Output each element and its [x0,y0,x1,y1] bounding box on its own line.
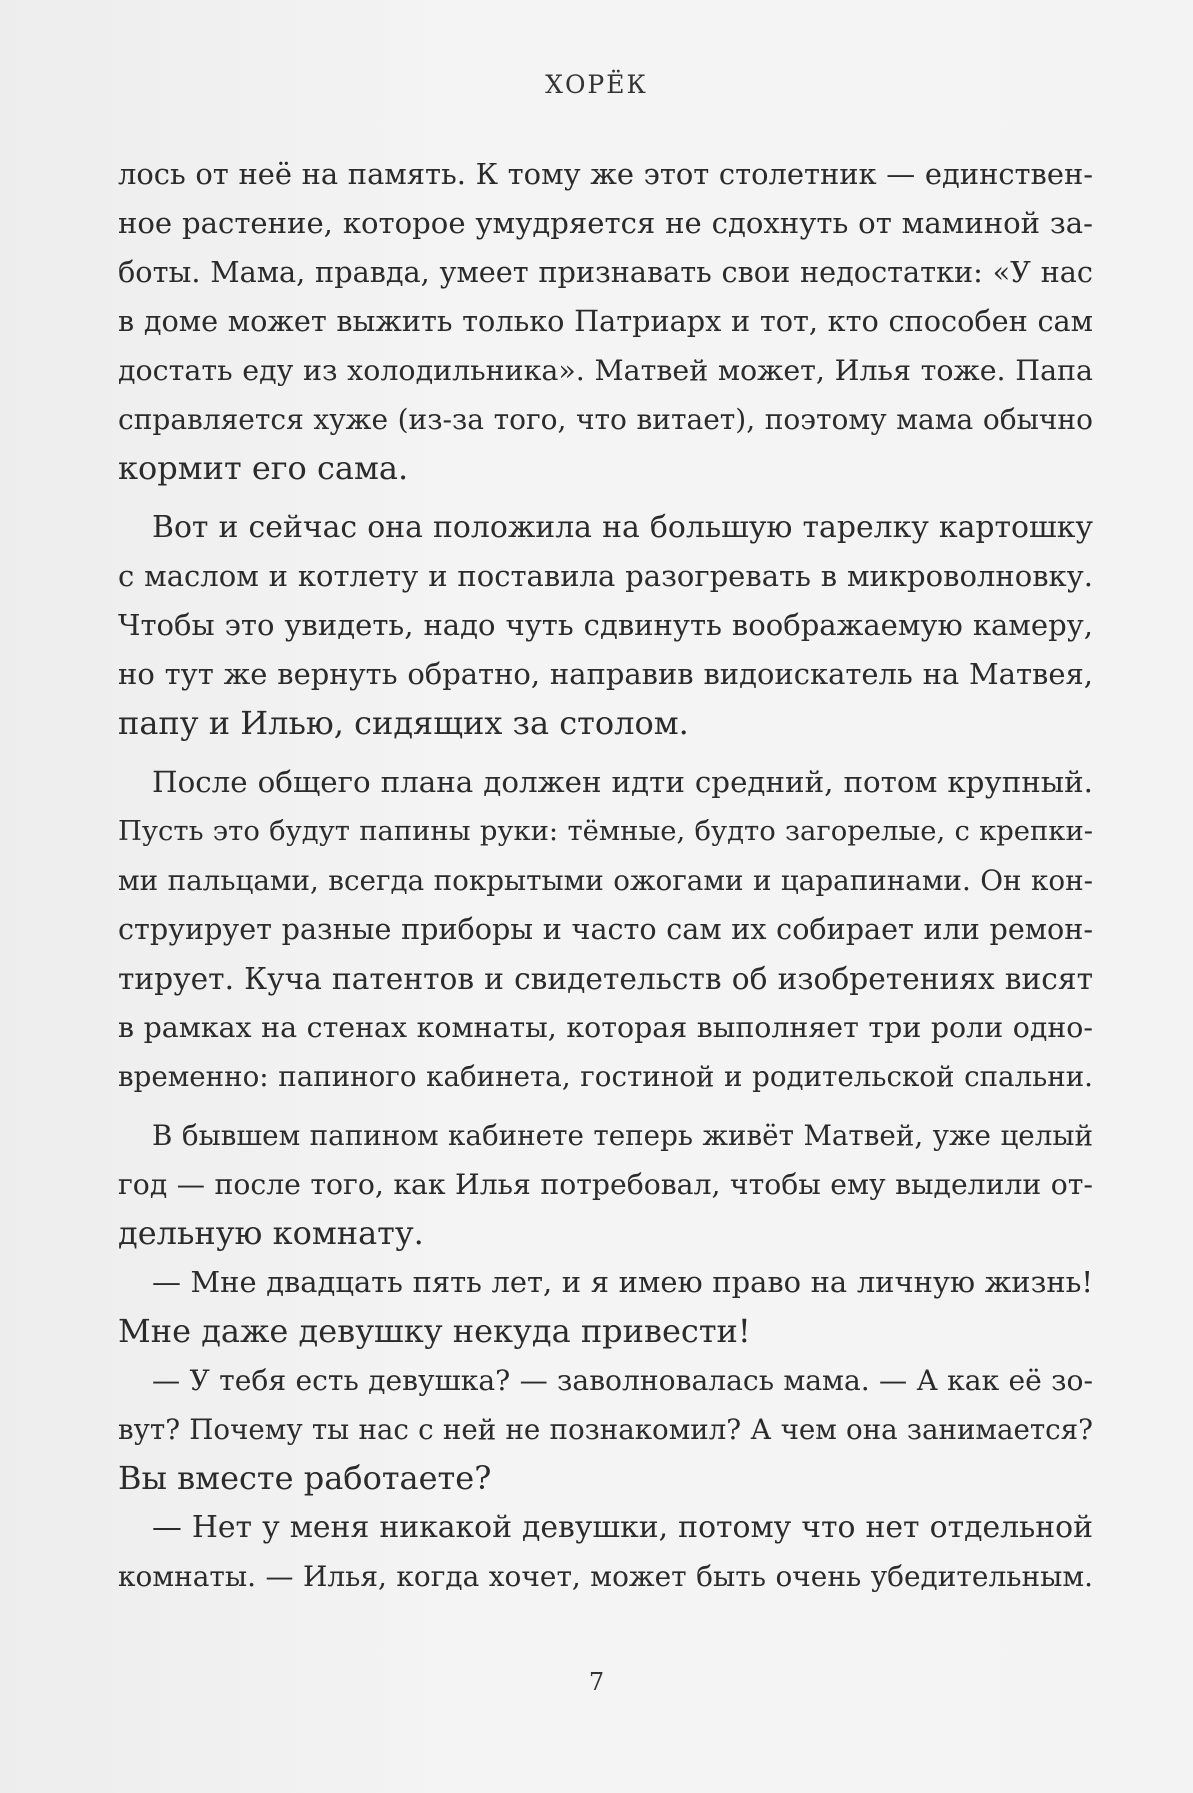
text-line: в рамках на стенах комнаты, которая выполняет три роли одно- [118,1011,1093,1044]
text-line: временно: папиного кабинета, гостиной и родительской спальни. [118,1060,1093,1093]
text-line: комнаты. — Илья, когда хочет, может быть очень убедительным. [118,1560,1093,1593]
text-line: ми пальцами, всегда покрытыми ожогами и царапинами. Он кон- [118,864,1093,897]
text-line: — Мне двадцать пять лет, и я имею право на личную жизнь! [152,1265,1093,1299]
text-line: в доме может выжить только Патриарх и тот, кто способен сам [118,304,1093,338]
body-text [118,150,1093,1601]
text-line: После общего плана должен идти средний, потом крупный. [152,765,1093,799]
text-line: В бывшем папином кабинете теперь живёт Матвей, уже целый [152,1119,1093,1152]
text-line: — Нет у меня никакой девушки, потому что нет отдельной [152,1510,1093,1545]
text-line: но тут же вернуть обратно, направив видоискатель на Матвея, [118,657,1093,691]
running-head: ХОРЁК [545,70,648,99]
text-line: ное растение, которое умудряется не сдохнуть от маминой за- [118,206,1093,240]
text-line: Вот и сейчас она положила на большую тарелку картошку [152,510,1093,545]
text-line: справляется хуже (из-за того, что витает), поэтому мама обычно [118,403,1093,436]
text-line: Пусть это будут папины руки: тёмные, будто загорелые, с крепки- [118,816,1093,847]
text-line: дельную комнату. [118,1214,424,1252]
text-line: Мне даже девушку некуда привести! [118,1312,751,1350]
text-line: лось от неё на память. К тому же этот столетник — единствен- [118,157,1093,191]
text-line: — У тебя есть девушка? — заволновалась мама. — А как её зо- [152,1364,1093,1397]
text-line: достать еду из холодильника». Матвей может, Илья тоже. Папа [118,354,1093,387]
text-line: Чтобы это увидеть, надо чуть сдвинуть воображаемую камеру, [118,608,1093,642]
text-line: кормит его сама. [118,449,409,487]
text-line: вут? Почему ты нас с ней не познакомил? А чем она занимается? [118,1413,1093,1446]
text-line: с маслом и котлету и поставила разогревать в микроволновку. [118,559,1093,593]
text-line: год — после того, как Илья потребовал, чтобы ему выделили от- [118,1168,1093,1201]
text-line: тирует. Куча патентов и свидетельств об изобретениях висят [118,961,1093,996]
text-line: Вы вместе работаете? [118,1459,492,1497]
text-line: боты. Мама, правда, умеет признавать свои недостатки: «У нас [118,255,1093,289]
text-line: папу и Илью, сидящих за столом. [118,704,689,742]
page-number: 7 [588,1668,605,1696]
text-line: струирует разные приборы и часто сам их собирает или ремон- [118,912,1093,946]
